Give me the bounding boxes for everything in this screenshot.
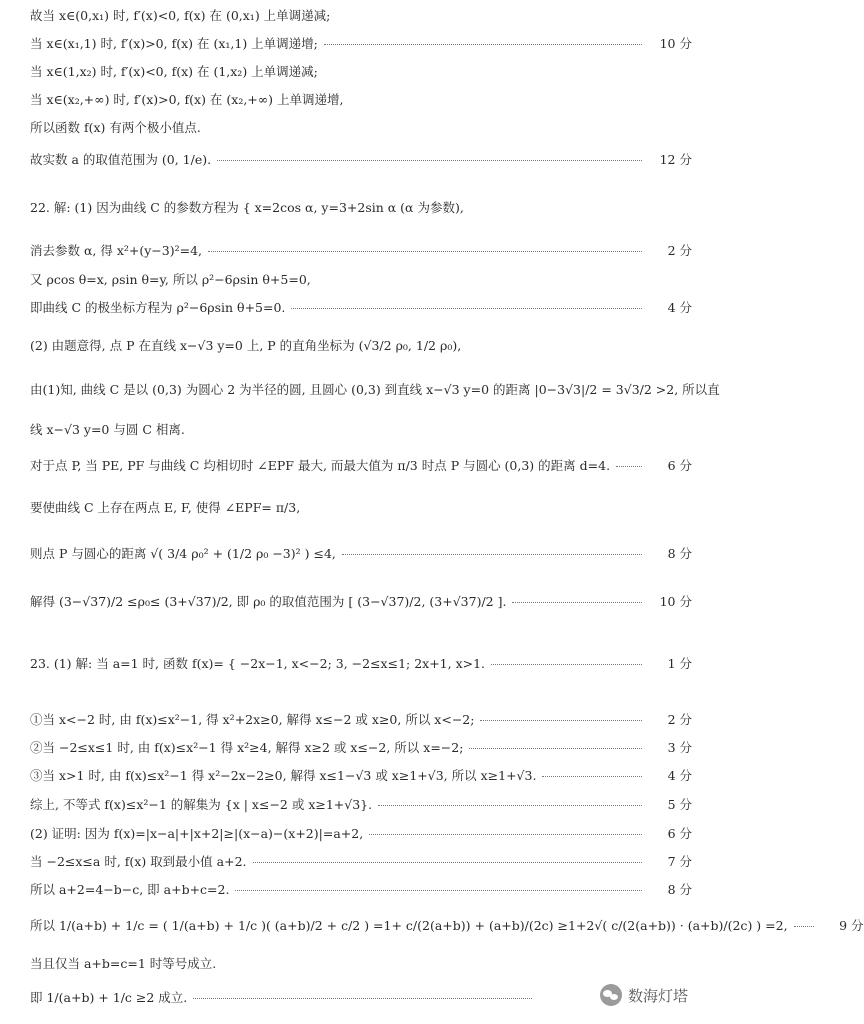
score: 10 分 bbox=[659, 36, 692, 51]
score: 5 分 bbox=[667, 797, 692, 812]
line-12: 由(1)知, 曲线 C 是以 (0,3) 为圆心 2 为半径的圆, 且圆心 (0,3) 到直线 x−√3 y=0 的距离 |0−3√3|/2 = 3√3/2 >2, 所以直 bbox=[30, 382, 720, 397]
line-15: 要使曲线 C 上存在两点 E, F, 使得 ∠EPF= π/3, bbox=[30, 500, 301, 515]
line-13: 线 x−√3 y=0 与圆 C 相离. bbox=[30, 422, 185, 437]
line-22: 综上, 不等式 f(x)≤x²−1 的解集为 {x | x≤−2 或 x≥1+√3}. 5 分 bbox=[30, 797, 692, 812]
line-2: 当 x∈(x₁,1) 时, f′(x)>0, f(x) 在 (x₁,1) 上单调递增; 10 分 bbox=[30, 36, 692, 51]
line-9: 又 ρcos θ=x, ρsin θ=y, 所以 ρ²−6ρsin θ+5=0, bbox=[30, 272, 311, 287]
line-19: ①当 x<−2 时, 由 f(x)≤x²−1, 得 x²+2x≥0, 解得 x≤−2 或 x≥0, 所以 x<−2; 2 分 bbox=[30, 712, 692, 727]
line-10: 即曲线 C 的极坐标方程为 ρ²−6ρsin θ+5=0. 4 分 bbox=[30, 300, 692, 315]
line-25: 所以 a+2=4−b−c, 即 a+b+c=2. 8 分 bbox=[30, 882, 692, 897]
line-24: 当 −2≤x≤a 时, f(x) 取到最小值 a+2. 7 分 bbox=[30, 854, 692, 869]
line-8: 消去参数 α, 得 x²+(y−3)²=4, 2 分 bbox=[30, 243, 692, 258]
score: 1 分 bbox=[667, 656, 692, 671]
line-27: 当且仅当 a+b=c=1 时等号成立. bbox=[30, 956, 217, 971]
line-1: 故当 x∈(0,x₁) 时, f′(x)<0, f(x) 在 (0,x₁) 上单调递减; bbox=[30, 8, 331, 23]
score: 7 分 bbox=[667, 854, 692, 869]
line-26: 所以 1/(a+b) + 1/c = ( 1/(a+b) + 1/c )( (a+b)/2 + c/2 ) =1+ c/(2(a+b)) + (a+b)/(2c) ≥1+2√( c/(2(a+b)) · (a+b)/(2c) ) =2, 9 分 bbox=[30, 918, 864, 933]
line-14: 对于点 P, 当 PE, PF 与曲线 C 均相切时 ∠EPF 最大, 而最大值为 π/3 时点 P 与圆心 (0,3) 的距离 d=4. 6 分 bbox=[30, 458, 692, 473]
watermark bbox=[600, 984, 688, 1006]
line-3: 当 x∈(1,x₂) 时, f′(x)<0, f(x) 在 (1,x₂) 上单调递减; bbox=[30, 64, 318, 79]
score: 9 分 bbox=[839, 918, 864, 933]
score: 2 分 bbox=[667, 243, 692, 258]
line-23: (2) 证明: 因为 f(x)=|x−a|+|x+2|≥|(x−a)−(x+2)|=a+2, 6 分 bbox=[30, 826, 692, 841]
score: 2 分 bbox=[667, 712, 692, 727]
line-5: 所以函数 f(x) 有两个极小值点. bbox=[30, 120, 201, 135]
score: 6 分 bbox=[667, 826, 692, 841]
watermark-text: 数海灯塔 bbox=[627, 986, 688, 1005]
score: 3 分 bbox=[667, 740, 692, 755]
line-7: 22. 解: (1) 因为曲线 C 的参数方程为 { x=2cos α, y=3+2sin α (α 为参数), bbox=[30, 200, 464, 215]
line-6: 故实数 a 的取值范围为 (0, 1/e). 12 分 bbox=[30, 152, 692, 167]
line-4: 当 x∈(x₂,+∞) 时, f′(x)>0, f(x) 在 (x₂,+∞) 上单调递增, bbox=[30, 92, 344, 107]
score: 8 分 bbox=[667, 882, 692, 897]
wechat-icon bbox=[600, 984, 622, 1006]
score: 4 分 bbox=[667, 768, 692, 783]
score: 10 分 bbox=[659, 594, 692, 609]
line-28: 即 1/(a+b) + 1/c ≥2 成立. bbox=[30, 990, 538, 1005]
score: 12 分 bbox=[659, 152, 692, 167]
line-17: 解得 (3−√37)/2 ≤ρ₀≤ (3+√37)/2, 即 ρ₀ 的取值范围为 [ (3−√37)/2, (3+√37)/2 ]. 10 分 bbox=[30, 594, 692, 609]
line-16: 则点 P 与圆心的距离 √( 3/4 ρ₀² + (1/2 ρ₀ −3)² ) ≤4, 8 分 bbox=[30, 546, 692, 561]
line-11: (2) 由题意得, 点 P 在直线 x−√3 y=0 上, P 的直角坐标为 (√3/2 ρ₀, 1/2 ρ₀), bbox=[30, 338, 462, 353]
score: 4 分 bbox=[667, 300, 692, 315]
line-21: ③当 x>1 时, 由 f(x)≤x²−1 得 x²−2x−2≥0, 解得 x≤1−√3 或 x≥1+√3, 所以 x≥1+√3. 4 分 bbox=[30, 768, 692, 783]
score: 8 分 bbox=[667, 546, 692, 561]
score: 6 分 bbox=[667, 458, 692, 473]
line-18: 23. (1) 解: 当 a=1 时, 函数 f(x)= { −2x−1, x<−2; 3, −2≤x≤1; 2x+1, x>1. 1 分 bbox=[30, 656, 692, 671]
line-20: ②当 −2≤x≤1 时, 由 f(x)≤x²−1 得 x²≥4, 解得 x≥2 或 x≤−2, 所以 x=−2; 3 分 bbox=[30, 740, 692, 755]
